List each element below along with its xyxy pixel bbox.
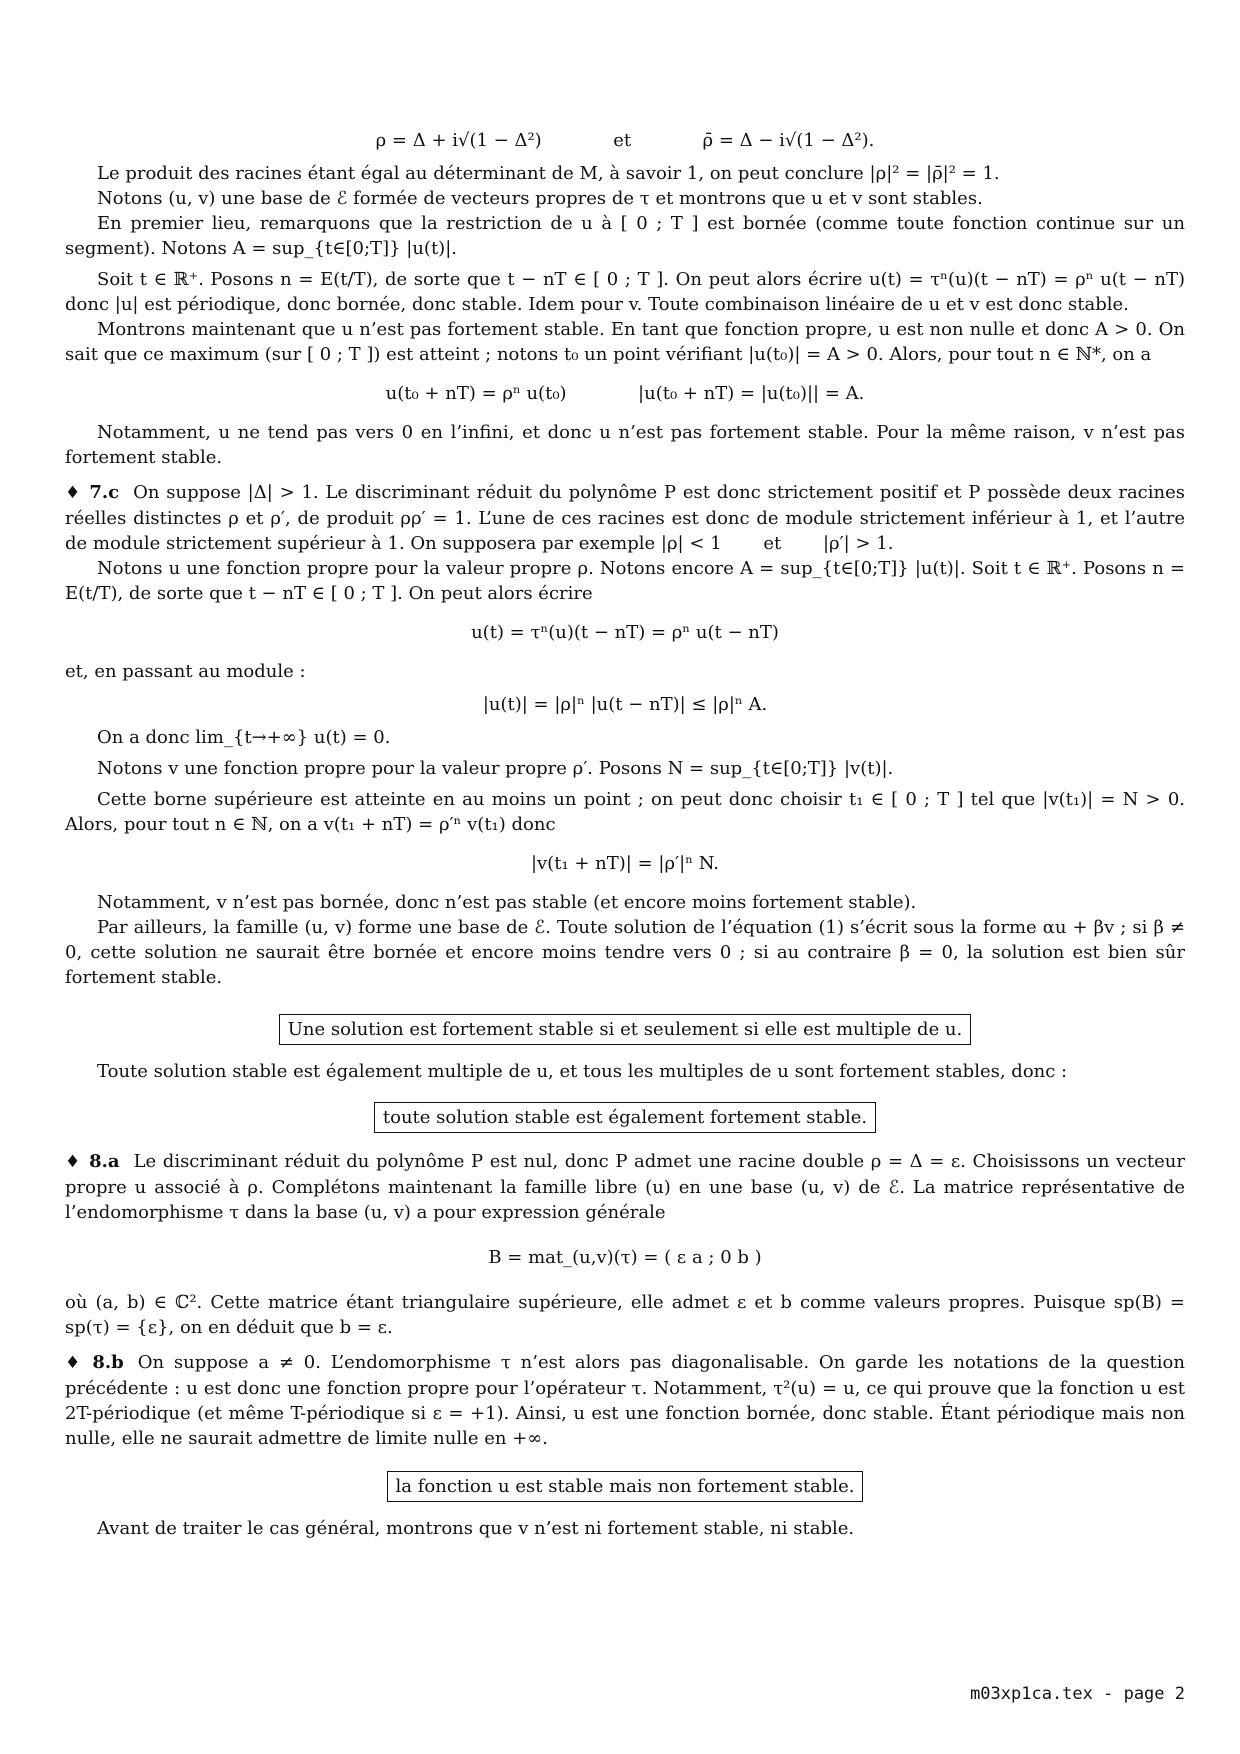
paragraph: Avant de traiter le cas général, montrons que v n’est ni fortement stable, ni stable. [97,1518,855,1539]
question-number: 7.c [89,482,120,503]
paragraph: Notons u une fonction propre pour la valeur propre ρ. Notons encore A = sup_{t∈[0;T]} |u(t)|. Soit t ∈ ℝ⁺. Posons n = E(t/T), de sorte que t − nT ∈ [ 0 ; T ]. On peut alors écrire [65,558,1185,604]
equation-roots [65,128,1185,153]
diamond-bullet-icon: ♦ [65,483,82,503]
equation-rho: ρ = Δ + i√(1 − Δ²) [375,130,542,151]
paragraph: Toute solution stable est également multiple de u, et tous les multiples de u sont fortement stables, donc : [97,1061,1068,1082]
equation-matrix: B = mat_(u,v)(τ) = ( ε a ; 0 b ) [488,1247,762,1268]
paragraph: Notamment, v n’est pas bornée, donc n’est pas stable (et encore moins fortement stable). [97,892,917,913]
boxed-result [65,1471,1185,1502]
equation-rho-bar: ρ̄ = Δ − i√(1 − Δ²). [702,130,875,151]
equation-block: |u(t)| = |ρ|ⁿ |u(t − nT)| ≤ |ρ|ⁿ A. [482,694,768,715]
equation-block: |v(t₁ + nT)| = |ρ′|ⁿ N. [530,853,720,874]
page-footer: m03xp1ca.tex - page 2 [970,1684,1185,1704]
boxed-text: la fonction u est stable mais non fortement stable. [387,1471,864,1502]
equation-block: u(t) = τⁿ(u)(t − nT) = ρⁿ u(t − nT) [471,622,779,643]
diamond-bullet-icon: ♦ [65,1353,85,1373]
paragraph: Montrons maintenant que u n’est pas fortement stable. En tant que fonction propre, u est non nulle et donc A > 0. On sait que ce maximum (sur [ 0 ; T ]) est atteint ; notons t₀ un point vérifiant |u(t₀)| = A > 0. Alors, pour tout n ∈ ℕ*, on a [65,319,1185,365]
question-number: 8.b [92,1352,124,1373]
paragraph: Le discriminant réduit du polynôme P est nul, donc P admet une racine double ρ = Δ = ε. Choisissons un vecteur propre u associé à ρ. Complétons maintenant la famille libre (u) en une base (u, v) de ℰ. La matrice représentative de l’endomorphisme τ dans la base (u, v) a pour expression générale [65,1151,1185,1223]
question-number: 8.a [89,1151,120,1172]
paragraph: En premier lieu, remarquons que la restriction de u à [ 0 ; T ] est bornée (comme toute fonction continue sur un segment). Notons A = sup_{t∈[0;T]} |u(t)|. [65,213,1185,259]
paragraph: Par ailleurs, la famille (u, v) forme une base de ℰ. Toute solution de l’équation (1) s’écrit sous la forme αu + βv ; si β ≠ 0, cette solution ne saurait être bornée et encore moins tendre vers 0 ; si au contraire β = 0, la solution est bien sûr fortement stable. [65,917,1185,988]
document-body [65,120,1185,1541]
paragraph: où (a, b) ∈ ℂ². Cette matrice étant triangulaire supérieure, elle admet ε et b comme valeurs propres. Puisque sp(B) = sp(τ) = {ε}, on en déduit que b = ε. [65,1292,1185,1338]
paragraph: Soit t ∈ ℝ⁺. Posons n = E(t/T), de sorte que t − nT ∈ [ 0 ; T ]. On peut alors écrire u(t) = τⁿ(u)(t − nT) = ρⁿ u(t − nT) donc |u| est périodique, donc bornée, donc stable. Idem pour v. Toute combinaison linéaire de u et v est donc stable. [65,269,1185,315]
paragraph: Le produit des racines étant égal au déterminant de M, à savoir 1, on peut conclure |ρ|² = |ρ̄|² = 1. [97,163,1000,184]
paragraph: On a donc lim_{t→+∞} u(t) = 0. [97,727,391,748]
question-7c [65,480,1185,1133]
boxed-text: Une solution est fortement stable si et seulement si elle est multiple de u. [279,1014,972,1045]
boxed-result [65,1102,1185,1133]
paragraph: Notons (u, v) une base de ℰ formée de vecteurs propres de τ et montrons que u et v sont stables. [97,188,983,209]
inequality: |ρ′| > 1. [822,533,894,554]
paragraph: On suppose a ≠ 0. L’endomorphisme τ n’est alors pas diagonalisable. On garde les notations de la question précédente : u est donc une fonction propre pour l’opérateur τ. Notamment, τ²(u) = u, ce qui prouve que la fonction u est 2T-périodique (et même T-périodique si ε = +1). Ainsi, u est une fonction bornée, donc stable. Étant périodique mais non nulle, elle ne saurait admettre de limite nulle en +∞. [65,1352,1185,1449]
paragraph: On suppose |Δ| > 1. Le discriminant réduit du polynôme P est donc strictement positif et P possède deux racines réelles distinctes ρ et ρ′, de produit ρρ′ = 1. L’une de ces racines est donc de module strictement inférieur à 1, et l’autre de module strictement supérieur à 1. On supposera par exemple |ρ| < 1 [65,482,1185,554]
boxed-text: toute solution stable est également fortement stable. [374,1102,876,1133]
paragraph: Notamment, u ne tend pas vers 0 en l’infini, et donc u n’est pas fortement stable. Pour la même raison, v n’est pas fortement stable. [65,422,1185,468]
question-8b [65,1350,1185,1541]
equation-conjunction: et [613,130,632,151]
equation-part: |u(t₀ + nT) = |u(t₀)|| = A. [638,383,865,404]
diamond-bullet-icon: ♦ [65,1152,82,1172]
paragraph: Notons v une fonction propre pour la valeur propre ρ′. Posons N = sup_{t∈[0;T]} |v(t)|. [97,758,894,779]
equation-block [65,381,1185,406]
boxed-result [65,1014,1185,1045]
paragraph: et, en passant au module : [65,661,306,682]
equation-part: u(t₀ + nT) = ρⁿ u(t₀) [385,383,567,404]
paragraph: Cette borne supérieure est atteinte en au moins un point ; on peut donc choisir t₁ ∈ [ 0 ; T ] tel que |v(t₁)| = N > 0. Alors, pour tout n ∈ ℕ, on a v(t₁ + nT) = ρ′ⁿ v(t₁) donc [65,789,1185,835]
question-8a [65,1149,1185,1340]
conjunction: et [763,533,782,554]
